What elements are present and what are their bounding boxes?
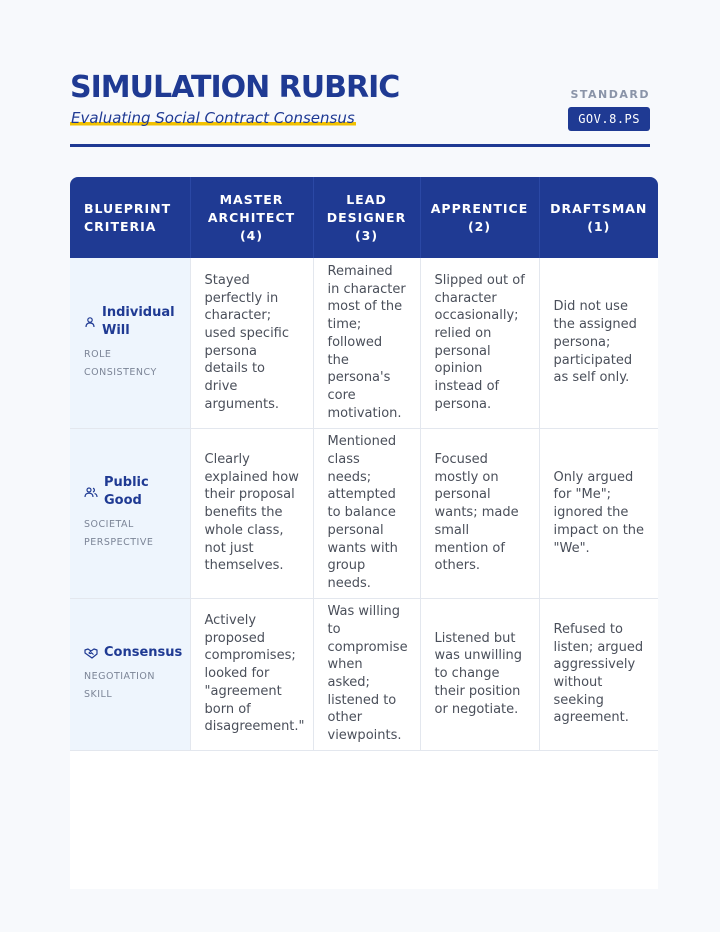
criterion-label: Consensus — [104, 645, 183, 660]
criterion-cell — [70, 258, 190, 428]
column-header-apprentice: APPRENTICE (2) — [420, 177, 539, 258]
standard-block — [568, 88, 650, 131]
header-divider — [70, 144, 650, 147]
rubric-cell: Actively proposed compromises; looked for "agreement born of disagreement." — [190, 598, 313, 750]
person-icon — [84, 316, 96, 328]
column-header-master-architect: MASTER ARCHITECT (4) — [190, 177, 313, 258]
rubric-cell: Listened but was unwilling to change their position or negotiate. — [420, 598, 539, 750]
page-title: SIMULATION RUBRIC — [70, 70, 400, 105]
criterion-subtitle: SOCIETAL PERSPECTIVE — [84, 519, 154, 548]
column-header-draftsman: DRAFTSMAN (1) — [539, 177, 658, 258]
rubric-card — [70, 177, 658, 889]
table-row — [70, 428, 658, 598]
table-row — [70, 258, 658, 428]
criterion-label: Individual Will — [102, 304, 175, 338]
rubric-cell: Was willing to compromise when asked; listened to other viewpoints. — [313, 598, 420, 750]
group-icon — [84, 486, 98, 498]
criterion-title — [84, 304, 178, 340]
standard-label: STANDARD — [570, 88, 650, 101]
criterion-subtitle: NEGOTIATION SKILL — [84, 671, 156, 700]
rubric-cell: Focused mostly on personal wants; made small mention of others. — [420, 428, 539, 598]
page-header — [70, 70, 650, 150]
rubric-cell: Only argued for "Me"; ignored the impact on the "We". — [539, 428, 658, 598]
column-header-lead-designer: LEAD DESIGNER (3) — [313, 177, 420, 258]
rubric-cell: Did not use the assigned persona; participated as self only. — [539, 258, 658, 428]
rubric-cell: Refused to listen; argued aggressively without seeking agreement. — [539, 598, 658, 750]
criterion-cell — [70, 428, 190, 598]
subtitle-text: Evaluating Social Contract Consensus — [71, 109, 355, 127]
criterion-title — [84, 474, 178, 510]
standard-code-badge: GOV.8.PS — [568, 107, 650, 131]
criterion-title — [84, 644, 183, 662]
rubric-cell: Mentioned class needs; attempted to balance personal wants with group needs. — [313, 428, 420, 598]
column-header-criteria: BLUEPRINT CRITERIA — [70, 177, 190, 258]
rubric-cell: Slipped out of character occasionally; relied on personal opinion instead of persona. — [420, 258, 539, 428]
criterion-cell — [70, 598, 190, 750]
table-header-row — [70, 177, 658, 258]
page-subtitle — [70, 108, 650, 128]
criterion-label: Public Good — [104, 475, 149, 508]
rubric-table — [70, 177, 658, 751]
criterion-subtitle: ROLE CONSISTENCY — [84, 348, 157, 378]
handshake-icon — [84, 647, 98, 659]
rubric-cell: Remained in character most of the time; followed the persona's core motivation. — [313, 258, 420, 428]
rubric-cell: Stayed perfectly in character; used specific persona details to drive arguments. — [190, 258, 313, 428]
rubric-cell: Clearly explained how their proposal benefits the whole class, not just themselves. — [190, 428, 313, 598]
table-row — [70, 598, 658, 750]
